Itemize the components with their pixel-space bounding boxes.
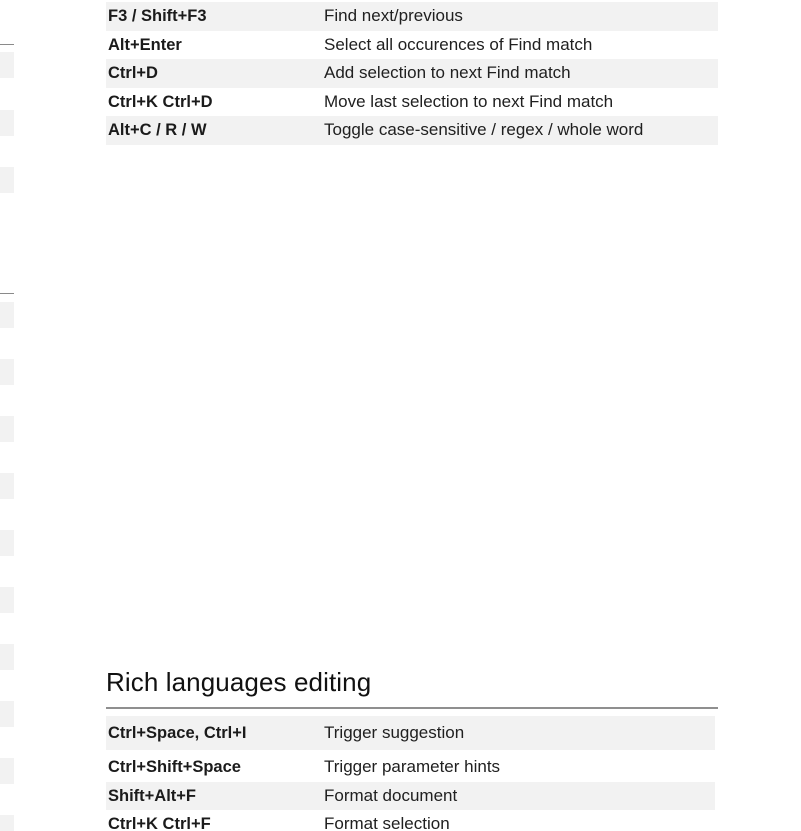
shortcut-key: Alt+C / R / W bbox=[108, 121, 207, 139]
shortcut-action: Trigger parameter hints bbox=[324, 757, 501, 776]
left-column-band bbox=[0, 52, 14, 78]
table-row bbox=[106, 810, 715, 831]
shortcut-key: Ctrl+K Ctrl+F bbox=[108, 815, 211, 831]
left-column-band bbox=[0, 530, 14, 556]
shortcut-key: F3 / Shift+F3 bbox=[108, 7, 207, 25]
left-column-band bbox=[0, 416, 14, 442]
left-column-band bbox=[0, 359, 14, 385]
shortcut-action: Move last selection to next Find match bbox=[324, 91, 614, 111]
shortcut-action: Format selection bbox=[324, 814, 450, 831]
section-divider bbox=[106, 707, 718, 709]
rich-languages-shortcuts-table bbox=[106, 716, 715, 831]
table-row bbox=[106, 716, 715, 750]
table-row bbox=[106, 31, 718, 60]
shortcut-key: Shift+Alt+F bbox=[108, 786, 197, 805]
table-row bbox=[106, 116, 718, 145]
left-column-rule bbox=[0, 293, 14, 294]
table-row bbox=[106, 782, 715, 811]
shortcut-key: Ctrl+Space, Ctrl+I bbox=[108, 724, 247, 742]
left-column-band bbox=[0, 758, 14, 784]
shortcut-key: Ctrl+K Ctrl+D bbox=[108, 92, 213, 111]
left-column-band bbox=[0, 167, 14, 193]
section-title: Rich languages editing bbox=[106, 667, 372, 697]
shortcut-action: Toggle case-sensitive / regex / whole word bbox=[324, 120, 644, 139]
find-shortcuts-table bbox=[106, 2, 718, 145]
shortcut-action: Format document bbox=[324, 785, 458, 805]
shortcut-action: Trigger suggestion bbox=[324, 723, 465, 742]
left-column-band bbox=[0, 587, 14, 613]
shortcut-key: Alt+Enter bbox=[108, 35, 182, 54]
left-column-band bbox=[0, 302, 14, 328]
left-column-band bbox=[0, 110, 14, 136]
shortcut-action: Select all occurences of Find match bbox=[324, 34, 593, 54]
shortcut-action: Find next/previous bbox=[324, 6, 463, 25]
left-column-band bbox=[0, 473, 14, 499]
left-column-band bbox=[0, 701, 14, 727]
table-row bbox=[106, 753, 715, 782]
shortcut-key: Ctrl+D bbox=[108, 64, 158, 82]
left-column-band bbox=[0, 815, 14, 831]
left-column-band bbox=[0, 644, 14, 670]
table-row bbox=[106, 2, 718, 31]
table-row bbox=[106, 88, 718, 117]
left-column-rule bbox=[0, 44, 14, 45]
shortcut-action: Add selection to next Find match bbox=[324, 63, 571, 82]
shortcut-key: Ctrl+Shift+Space bbox=[108, 758, 241, 776]
table-row bbox=[106, 59, 718, 88]
